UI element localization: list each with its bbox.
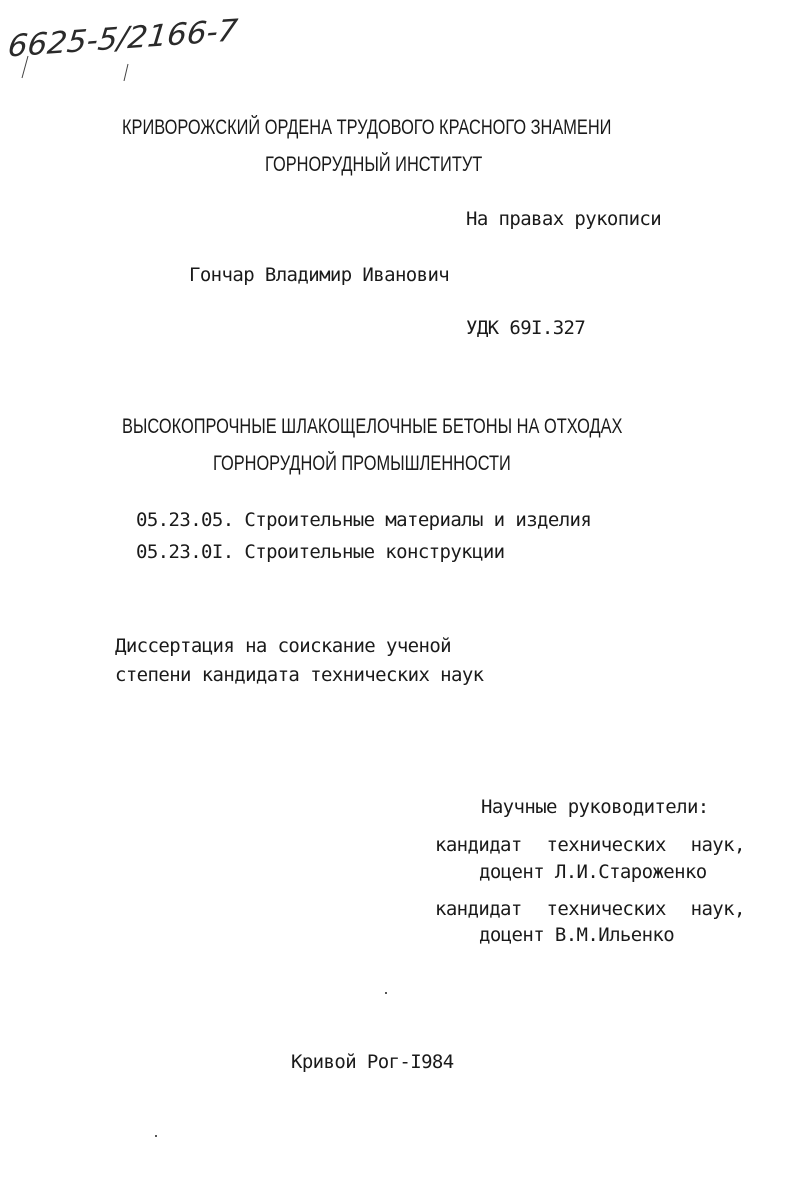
specialty-1: 05.23.05. Строительные материалы и изделия [136, 509, 592, 531]
thesis-title-line-2: ГОРНОРУДНОЙ ПРОМЫШЛЕННОСТИ [213, 452, 511, 475]
institution-line-1: КРИВОРОЖСКИЙ ОРДЕНА ТРУДОВОГО КРАСНОГО ЗНАМЕНИ [122, 116, 612, 139]
scan-speck [155, 1135, 157, 1137]
place-and-year: Кривой Рог-I984 [291, 1051, 454, 1073]
supervisors-heading: Научные руководители: [481, 796, 709, 818]
specialty-2: 05.23.0I. Строительные конструкции [136, 541, 505, 563]
degree-line-2: степени кандидата технических наук [115, 664, 484, 686]
scan-speck [385, 992, 387, 994]
pen-stroke [124, 64, 128, 81]
udc-code: УДК 69I.327 [466, 317, 586, 339]
thesis-title-line-1: ВЫСОКОПРОЧНЫЕ ШЛАКОЩЕЛОЧНЫЕ БЕТОНЫ НА ОТХОДАХ [122, 415, 623, 438]
supervisor-1-name: доцент Л.И.Староженко [479, 861, 707, 883]
degree-line-1: Диссертация на соискание ученой [115, 635, 452, 657]
supervisor-2-name: доцент В.М.Ильенко [479, 924, 675, 946]
handwritten-archive-number [8, 6, 258, 81]
supervisor-2-title: кандидат технических наук, [435, 898, 745, 920]
manuscript-note: На правах рукописи [466, 208, 662, 230]
supervisor-1-title: кандидат технических наук, [435, 834, 745, 856]
handwriting-image [8, 6, 258, 81]
institution-line-2: ГОРНОРУДНЫЙ ИНСТИТУТ [265, 153, 483, 176]
handwritten-note-text: 6625-5/2166-7 [8, 13, 232, 65]
author-name: Гончар Владимир Иванович [189, 264, 450, 286]
